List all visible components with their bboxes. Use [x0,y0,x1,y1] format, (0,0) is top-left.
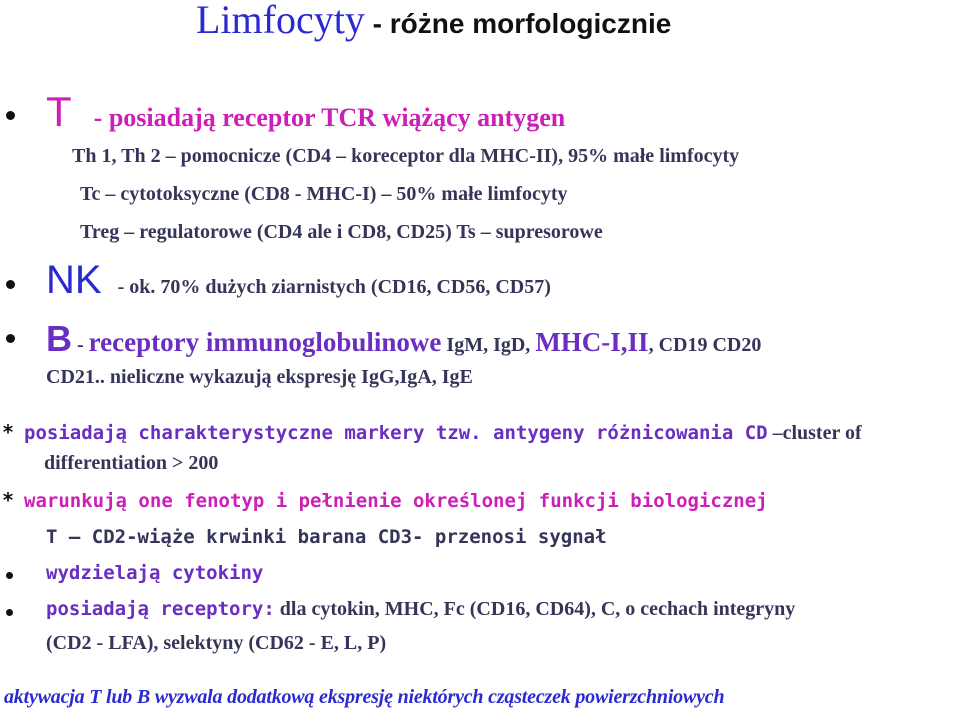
footer-note: aktywacja T lub B wyzwala dodatkową ekspresję niektórych cząsteczek powierzchniowych [4,686,725,708]
t-heading [46,88,565,136]
cytokines-line: wydzielają cytokiny [46,562,264,584]
t-sub-tc: Tc – cytotoksyczne (CD8 - MHC-I) – 50% małe limfocyty [80,183,568,205]
phenotype-star: * [2,488,15,512]
nk-heading [46,258,551,303]
b-dash: - [72,334,89,356]
nk-letters: NK [46,258,102,302]
nk-description: - ok. 70% dużych ziarnistych (CD16, CD56, CD57) [117,276,551,298]
b-mhc: MHC-I,II [535,327,649,357]
title-lead: Limfocyty [196,0,365,42]
b-igs: IgM, IgD, [441,334,536,356]
markers-cluster: –cluster of [767,422,862,444]
markers-star: * [2,420,15,444]
b-receptors: receptory immunoglobulinowe [88,327,442,357]
b-cds: , CD19 CD20 [648,334,762,356]
bullet-dot-icon [6,572,13,579]
t-description: - posiadają receptor TCR wiążący antygen [93,103,566,132]
receptors-label: posiadają receptory: [46,598,275,620]
markers-line2: differentiation > 200 [44,452,219,474]
phenotype-line [2,488,768,512]
t-cd-line: T – CD2-wiąże krwinki barana CD3- przenosi sygnał [46,526,607,548]
t-sub-th: Th 1, Th 2 – pomocnicze (CD4 – koreceptor dla MHC-II), 95% małe limfocyty [72,145,740,167]
bullet-dot-icon [6,609,13,616]
b-letter: B [46,318,72,359]
bullet-dot-icon [6,280,15,289]
b-heading [46,318,761,360]
b-line2: CD21.. nieliczne wykazują ekspresję IgG,IgA, IgE [46,366,473,388]
markers-text: posiadają charakterystyczne markery tzw. antygeny różnicowania CD [24,422,768,444]
t-letter: T [46,88,72,135]
receptors-line [46,598,795,621]
markers-line [2,420,862,445]
title-rest: - różne morfologicznie [364,8,672,39]
bullet-dot-icon [6,334,15,343]
receptors-line2: (CD2 - LFA), selektyny (CD62 - E, L, P) [46,632,387,654]
bullet-dot-icon [6,111,15,120]
page-title [196,0,671,43]
phenotype-text: warunkują one fenotyp i pełnienie określonej funkcji biologicznej [24,490,768,512]
t-sub-treg: Treg – regulatorowe (CD4 ale i CD8, CD25) Ts – supresorowe [80,221,603,243]
receptors-text: dla cytokin, MHC, Fc (CD16, CD64), C, o cechach integryny [274,598,796,620]
